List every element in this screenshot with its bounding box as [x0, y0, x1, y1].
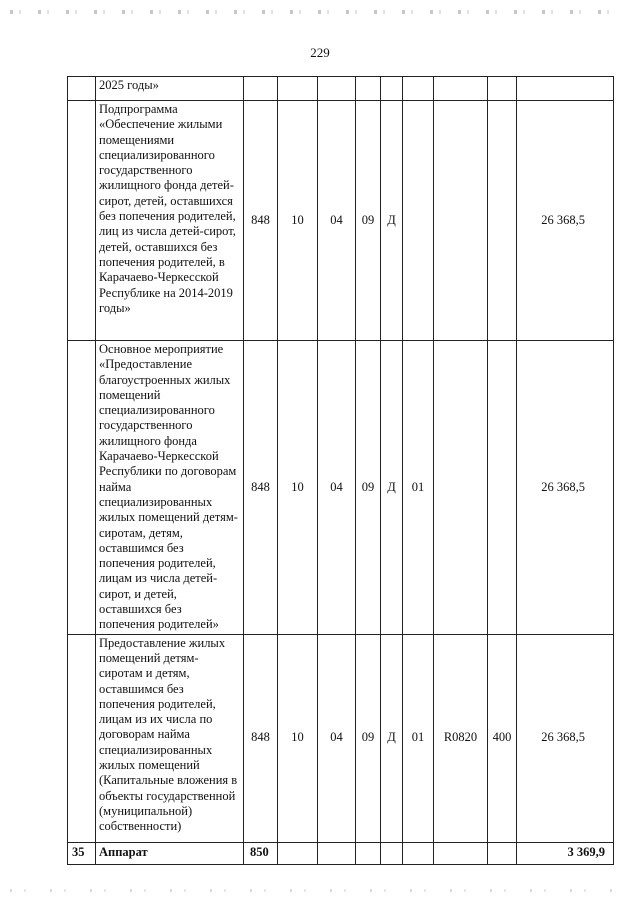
event-cell: 01 — [403, 341, 434, 635]
direction-cell: R0820 — [434, 634, 488, 842]
section-cell: 10 — [278, 101, 318, 341]
section-cell: 10 — [278, 634, 318, 842]
expense-type-cell — [488, 101, 517, 341]
direction-cell — [434, 101, 488, 341]
expense-type-cell — [488, 341, 517, 635]
grbs-cell — [244, 77, 278, 101]
section-cell — [278, 842, 318, 864]
subsection-cell — [318, 77, 356, 101]
direction-cell — [434, 842, 488, 864]
budget-table — [67, 76, 614, 865]
expense-type-cell — [488, 842, 517, 864]
amount-cell: 3 369,9 — [517, 842, 614, 864]
amount-cell — [517, 77, 614, 101]
subprogram-cell: Д — [381, 101, 403, 341]
table-row — [68, 77, 614, 101]
page-number: 229 — [310, 45, 330, 60]
table-row — [68, 341, 614, 635]
program-cell: 09 — [356, 634, 381, 842]
expense-type-cell — [488, 77, 517, 101]
direction-cell — [434, 341, 488, 635]
subsection-cell — [318, 842, 356, 864]
event-cell: 01 — [403, 634, 434, 842]
subprogram-cell: Д — [381, 341, 403, 635]
subsection-cell: 04 — [318, 634, 356, 842]
row-number-cell — [68, 341, 96, 635]
amount-cell: 26 368,5 — [517, 634, 614, 842]
subprogram-cell — [381, 77, 403, 101]
table-row — [68, 842, 614, 864]
grbs-cell: 848 — [244, 634, 278, 842]
table-row — [68, 634, 614, 842]
grbs-cell: 850 — [244, 842, 278, 864]
amount-cell: 26 368,5 — [517, 101, 614, 341]
subsection-cell: 04 — [318, 341, 356, 635]
section-cell — [278, 77, 318, 101]
event-cell — [403, 77, 434, 101]
amount-cell: 26 368,5 — [517, 341, 614, 635]
program-cell — [356, 77, 381, 101]
row-name-cell: Предоставление жилых помещений детям-сиротам и детям, оставшимся без попечения родителей, лицам из их числа по договорам найма специализированных жилых помещений (Капитальные вложения в объекты государственной (муниципальной) собственности) — [96, 634, 244, 842]
grbs-cell: 848 — [244, 341, 278, 635]
row-name-cell: Основное мероприятие «Предоставление благоустроенных жилых помещений специализированного государственного жилищного фонда Карачаево-Черкесской Республики по договорам найма специализированных жилых помещений детям-сиротам, детям, оставшимся без попечения родителей, лицам из числа детей-сирот, и детей, оставшихся без попечения родителей» — [96, 341, 244, 635]
row-number-cell — [68, 634, 96, 842]
scan-noise-bottom — [10, 889, 620, 892]
row-name-cell: 2025 годы» — [96, 77, 244, 101]
row-number-cell — [68, 101, 96, 341]
row-number-cell — [68, 77, 96, 101]
direction-cell — [434, 77, 488, 101]
row-number-cell: 35 — [68, 842, 96, 864]
expense-type-cell: 400 — [488, 634, 517, 842]
scan-noise-top — [10, 10, 620, 14]
event-cell — [403, 101, 434, 341]
grbs-cell: 848 — [244, 101, 278, 341]
row-name-cell: Подпрограмма «Обеспечение жилыми помещениями специализированного государственного жилищного фонда детей-сирот, детей, оставшихся без попечения родителей, лиц из числа детей-сирот, детей, оставшихся без попечения родителей, в Карачаево-Черкесской Республике на 2014-2019 годы» — [96, 101, 244, 341]
table-row — [68, 101, 614, 341]
subsection-cell: 04 — [318, 101, 356, 341]
subprogram-cell — [381, 842, 403, 864]
section-cell: 10 — [278, 341, 318, 635]
program-cell — [356, 842, 381, 864]
program-cell: 09 — [356, 341, 381, 635]
program-cell: 09 — [356, 101, 381, 341]
subprogram-cell: Д — [381, 634, 403, 842]
row-name-cell: Аппарат — [96, 842, 244, 864]
event-cell — [403, 842, 434, 864]
